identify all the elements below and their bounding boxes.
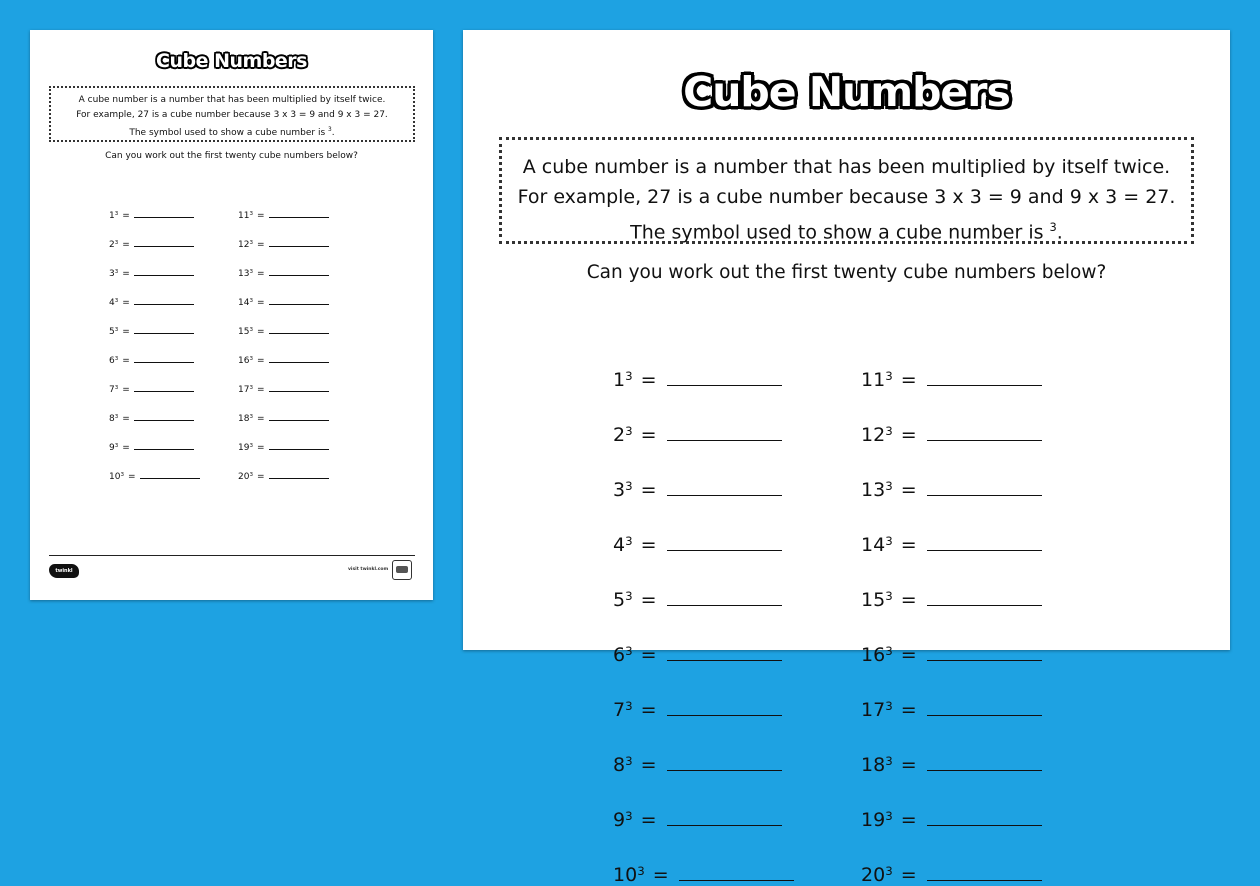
equals-sign: = — [640, 699, 657, 721]
exponent: 3 — [114, 443, 119, 450]
cube-row-9 — [613, 807, 782, 831]
exponent: 3 — [249, 472, 254, 479]
equals-sign: = — [257, 298, 265, 308]
answer-blank[interactable] — [269, 469, 329, 479]
equals-sign: = — [257, 356, 265, 366]
cube-row-16 — [238, 353, 329, 366]
answer-blank[interactable] — [667, 642, 782, 661]
cube-row-20 — [861, 862, 1042, 886]
cube-row-4 — [613, 532, 782, 556]
cube-base: $15^3$ — [238, 327, 254, 337]
exponent: 3 — [625, 699, 633, 714]
exponent: 3 — [885, 369, 893, 384]
answer-blank[interactable] — [667, 422, 782, 441]
equals-sign: = — [640, 809, 657, 831]
cube-base: $12^3$ — [861, 424, 893, 446]
worksheet-title: Cube Numbers — [683, 68, 1010, 116]
exponent: 3 — [249, 269, 254, 276]
answer-blank[interactable] — [269, 266, 329, 276]
cube-row-6 — [613, 642, 782, 666]
cube-base: $20^3$ — [238, 472, 254, 482]
equals-sign: = — [640, 369, 657, 391]
cube-base: $20^3$ — [861, 864, 893, 886]
equals-sign: = — [900, 809, 917, 831]
cube-base: $16^3$ — [861, 644, 893, 666]
equals-sign: = — [257, 269, 265, 279]
cube-base: $10^3$ — [109, 472, 125, 482]
cube-base: $10^3$ — [613, 864, 645, 886]
cube-base: $2^3$ — [613, 424, 633, 446]
equals-sign: = — [640, 644, 657, 666]
answer-blank[interactable] — [269, 411, 329, 421]
cube-row-13 — [238, 266, 329, 279]
cube-base: $8^3$ — [109, 414, 119, 424]
intro-line: The symbol used to show a cube number is $^3$. — [129, 127, 335, 138]
cube-row-16 — [861, 642, 1042, 666]
intro-box — [49, 86, 415, 142]
cube-row-9 — [109, 440, 194, 453]
cube-row-18 — [861, 752, 1042, 776]
cube-base: $9^3$ — [613, 809, 633, 831]
cube-base: $5^3$ — [613, 589, 633, 611]
cube-row-18 — [238, 411, 329, 424]
cube-row-19 — [238, 440, 329, 453]
cube-row-3 — [613, 477, 782, 501]
answer-blank[interactable] — [269, 208, 329, 218]
cube-row-8 — [109, 411, 194, 424]
exponent: 3 — [114, 211, 119, 218]
equals-sign: = — [122, 443, 130, 453]
equals-sign: = — [257, 443, 265, 453]
exponent: 3 — [625, 534, 633, 549]
equals-sign: = — [900, 479, 917, 501]
intro-line: A cube number is a number that has been multiplied by itself twice. — [522, 156, 1171, 178]
answer-blank[interactable] — [927, 367, 1042, 386]
exponent: 3 — [114, 356, 119, 363]
exponent: 3 — [249, 385, 254, 392]
exponent: 3 — [625, 369, 633, 384]
cube-base: $18^3$ — [238, 414, 254, 424]
exponent: 3 — [625, 589, 633, 604]
equals-sign: = — [122, 414, 130, 424]
cube-base: $15^3$ — [861, 589, 893, 611]
exponent: 3 — [114, 240, 119, 247]
answer-blank[interactable] — [667, 587, 782, 606]
exponent: 3 — [885, 864, 893, 879]
question-text: Can you work out the first twenty cube numbers below? — [586, 262, 1107, 283]
answer-blank[interactable] — [269, 295, 329, 305]
equals-sign: = — [640, 534, 657, 556]
exponent: 3 — [249, 240, 254, 247]
exponent: 3 — [249, 414, 254, 421]
equals-sign: = — [257, 211, 265, 221]
cube-row-7 — [109, 382, 194, 395]
exponent: 3 — [120, 472, 125, 479]
equals-sign: = — [122, 385, 130, 395]
cube-base: $12^3$ — [238, 240, 254, 250]
exponent: 3 — [114, 269, 119, 276]
equals-sign: = — [900, 864, 917, 886]
answer-blank[interactable] — [679, 862, 794, 881]
answer-blank[interactable] — [927, 697, 1042, 716]
twinkl-logo: twinkl — [49, 564, 79, 578]
exponent: 3 — [885, 479, 893, 494]
cube-base: $13^3$ — [861, 479, 893, 501]
equals-sign: = — [128, 472, 136, 482]
quality-badge-icon — [392, 560, 412, 580]
cube-base: $7^3$ — [613, 699, 633, 721]
answer-blank[interactable] — [927, 587, 1042, 606]
cube-row-1 — [109, 208, 194, 221]
worksheet-zoomed — [463, 30, 1230, 886]
intro-line: The symbol used to show a cube number is $^3$. — [630, 220, 1063, 244]
answer-blank[interactable] — [134, 266, 194, 276]
equals-sign: = — [257, 472, 265, 482]
answer-blank[interactable] — [134, 382, 194, 392]
cube-base: $13^3$ — [238, 269, 254, 279]
equals-sign: = — [122, 327, 130, 337]
exponent: 3 — [114, 327, 119, 334]
cube-row-14 — [238, 295, 329, 308]
cube-row-15 — [238, 324, 329, 337]
intro-line: For example, 27 is a cube number because 3 x 3 = 9 and 9 x 3 = 27. — [76, 110, 388, 120]
answer-blank[interactable] — [927, 422, 1042, 441]
cube-row-15 — [861, 587, 1042, 611]
answer-blank[interactable] — [667, 752, 782, 771]
cube-base: $6^3$ — [613, 644, 633, 666]
cube-row-10 — [613, 862, 794, 886]
intro-line: For example, 27 is a cube number because 3 x 3 = 9 and 9 x 3 = 27. — [517, 186, 1176, 208]
answer-blank[interactable] — [927, 807, 1042, 826]
answer-blank[interactable] — [667, 807, 782, 826]
worksheet-thumbnail — [30, 30, 433, 600]
worksheet-title: Cube Numbers — [156, 50, 307, 72]
answer-blank[interactable] — [927, 752, 1042, 771]
exponent: 3 — [114, 414, 119, 421]
exponent: 3 — [625, 809, 633, 824]
cube-row-3 — [109, 266, 194, 279]
cube-row-17 — [238, 382, 329, 395]
cube-row-14 — [861, 532, 1042, 556]
exponent: 3 — [114, 385, 119, 392]
equals-sign: = — [900, 644, 917, 666]
cube-base: $14^3$ — [861, 534, 893, 556]
cube-row-10 — [109, 469, 200, 482]
cube-row-5 — [109, 324, 194, 337]
answer-blank[interactable] — [134, 324, 194, 334]
exponent: 3 — [637, 864, 645, 879]
footer-divider — [49, 555, 415, 556]
cube-base: $11^3$ — [238, 211, 254, 221]
equals-sign: = — [122, 356, 130, 366]
equals-sign: = — [257, 240, 265, 250]
cube-row-20 — [238, 469, 329, 482]
equals-sign: = — [640, 589, 657, 611]
cube-base: $9^3$ — [109, 443, 119, 453]
cube-row-2 — [109, 237, 194, 250]
answer-blank[interactable] — [269, 237, 329, 247]
equals-sign: = — [122, 211, 130, 221]
equals-sign: = — [900, 424, 917, 446]
answer-blank[interactable] — [269, 382, 329, 392]
exponent: 3 — [625, 754, 633, 769]
cube-base: $11^3$ — [861, 369, 893, 391]
intro-box — [499, 137, 1194, 244]
exponent: 3 — [885, 809, 893, 824]
answer-blank[interactable] — [667, 477, 782, 496]
answer-blank[interactable] — [140, 469, 200, 479]
exponent: 3 — [249, 443, 254, 450]
answer-blank[interactable] — [134, 440, 194, 450]
equals-sign: = — [122, 269, 130, 279]
cube-base: $19^3$ — [861, 809, 893, 831]
exponent: 3 — [249, 298, 254, 305]
question-text: Can you work out the first twenty cube numbers below? — [105, 151, 358, 161]
answer-blank[interactable] — [927, 532, 1042, 551]
cube-base: $4^3$ — [613, 534, 633, 556]
equals-sign: = — [652, 864, 669, 886]
equals-sign: = — [900, 699, 917, 721]
cube-row-12 — [861, 422, 1042, 446]
cube-row-12 — [238, 237, 329, 250]
cube-base: $1^3$ — [109, 211, 119, 221]
exponent: 3 — [249, 327, 254, 334]
equals-sign: = — [900, 369, 917, 391]
cube-base: $4^3$ — [109, 298, 119, 308]
cube-base: $3^3$ — [109, 269, 119, 279]
cube-row-2 — [613, 422, 782, 446]
exponent: 3 — [885, 644, 893, 659]
exponent: 3 — [249, 211, 254, 218]
cube-base: $1^3$ — [613, 369, 633, 391]
exponent: 3 — [625, 644, 633, 659]
answer-blank[interactable] — [269, 353, 329, 363]
cube-base: $6^3$ — [109, 356, 119, 366]
answer-blank[interactable] — [667, 367, 782, 386]
answer-blank[interactable] — [927, 862, 1042, 881]
answer-blank[interactable] — [269, 324, 329, 334]
cube-base: $17^3$ — [861, 699, 893, 721]
answer-blank[interactable] — [134, 295, 194, 305]
equals-sign: = — [640, 754, 657, 776]
exponent: 3 — [885, 424, 893, 439]
cube-base: $2^3$ — [109, 240, 119, 250]
cube-base: $18^3$ — [861, 754, 893, 776]
answer-blank[interactable] — [667, 697, 782, 716]
cube-row-5 — [613, 587, 782, 611]
equals-sign: = — [640, 479, 657, 501]
cube-base: $14^3$ — [238, 298, 254, 308]
equals-sign: = — [122, 298, 130, 308]
answer-blank[interactable] — [134, 411, 194, 421]
cube-base: $7^3$ — [109, 385, 119, 395]
exponent: 3 — [249, 356, 254, 363]
equals-sign: = — [257, 414, 265, 424]
cube-row-4 — [109, 295, 194, 308]
cube-row-6 — [109, 353, 194, 366]
exponent: 3 — [885, 754, 893, 769]
intro-line: A cube number is a number that has been multiplied by itself twice. — [78, 95, 386, 105]
equals-sign: = — [900, 534, 917, 556]
cube-row-11 — [238, 208, 329, 221]
answer-blank[interactable] — [134, 237, 194, 247]
equals-sign: = — [640, 424, 657, 446]
equals-sign: = — [900, 589, 917, 611]
cube-base: $16^3$ — [238, 356, 254, 366]
exponent: 3 — [625, 424, 633, 439]
answer-blank[interactable] — [667, 532, 782, 551]
visit-text: visit twinkl.com — [348, 567, 389, 572]
exponent: 3 — [885, 699, 893, 714]
cube-base: $17^3$ — [238, 385, 254, 395]
equals-sign: = — [122, 240, 130, 250]
answer-blank[interactable] — [269, 440, 329, 450]
exponent: 3 — [114, 298, 119, 305]
cube-row-8 — [613, 752, 782, 776]
equals-sign: = — [257, 385, 265, 395]
answer-blank[interactable] — [927, 642, 1042, 661]
answer-blank[interactable] — [134, 208, 194, 218]
exponent: 3 — [885, 589, 893, 604]
cube-row-13 — [861, 477, 1042, 501]
cube-row-7 — [613, 697, 782, 721]
equals-sign: = — [257, 327, 265, 337]
cube-row-17 — [861, 697, 1042, 721]
exponent: 3 — [885, 534, 893, 549]
answer-blank[interactable] — [927, 477, 1042, 496]
exponent: 3 — [625, 479, 633, 494]
answer-blank[interactable] — [134, 353, 194, 363]
cube-row-11 — [861, 367, 1042, 391]
cube-base: $5^3$ — [109, 327, 119, 337]
cube-row-19 — [861, 807, 1042, 831]
cube-base: $8^3$ — [613, 754, 633, 776]
cube-base: $3^3$ — [613, 479, 633, 501]
equals-sign: = — [900, 754, 917, 776]
cube-row-1 — [613, 367, 782, 391]
cube-base: $19^3$ — [238, 443, 254, 453]
